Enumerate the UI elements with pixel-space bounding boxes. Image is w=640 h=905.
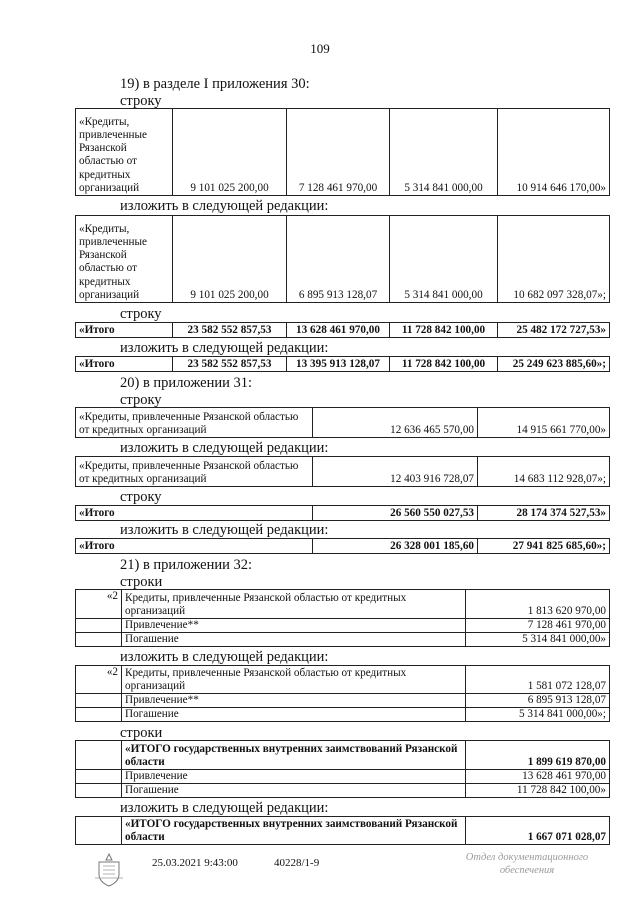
footer-datetime: 25.03.2021 9:43:00 — [152, 857, 238, 869]
table-cell: 14 683 112 928,07»; — [478, 457, 610, 487]
table-cell-label: «Итого — [76, 506, 313, 521]
footer-doc-id: 40228/1-9 — [274, 857, 320, 869]
table-cell-label: «Итого — [76, 357, 173, 372]
table-cell: 11 728 842 100,00 — [390, 357, 498, 372]
table-cell: 23 582 552 857,53 — [173, 357, 287, 372]
table-cell: 13 628 461 970,00 — [287, 323, 390, 338]
table-app32-total-old — [75, 740, 610, 798]
table-cell-empty — [76, 633, 122, 647]
text-stroki: строки — [120, 574, 163, 590]
section-19-heading: 19) в разделе I приложения 30: — [120, 76, 310, 92]
table-cell-empty — [76, 770, 122, 784]
table-cell-label: Кредиты, привлеченные Рязанской областью от кредитных организаций — [122, 590, 466, 619]
table-app31-total-new — [75, 538, 610, 554]
table-credits-old — [75, 108, 610, 196]
text-izlozhit: изложить в следующей редакции: — [120, 340, 329, 356]
table-cell: 11 728 842 100,00 — [390, 323, 498, 338]
table-app32-total-new — [75, 816, 610, 845]
table-app32-credits-old — [75, 589, 610, 647]
stamp-line: обеспечения — [499, 865, 555, 876]
table-cell-empty — [76, 784, 122, 798]
text-stroku: строку — [120, 93, 162, 109]
table-cell-label: Погашение — [122, 708, 466, 722]
table-cell: 1 899 619 870,00 — [466, 741, 610, 770]
table-cell-empty — [76, 741, 122, 770]
table-cell-empty — [76, 817, 122, 845]
table-app32-credits-new — [75, 665, 610, 722]
table-cell: 10 682 097 328,07»; — [498, 216, 610, 303]
text-stroku: строку — [120, 489, 162, 505]
table-total-old — [75, 322, 610, 338]
stamp-line: Отдел документационного — [465, 852, 589, 863]
table-app31-credits-old — [75, 407, 610, 438]
text-izlozhit: изложить в следующей редакции: — [120, 522, 329, 538]
table-cell-label: «Итого — [76, 323, 173, 338]
text-stroku: строку — [120, 392, 162, 408]
table-cell: 26 560 550 027,53 — [313, 506, 478, 521]
table-cell: 5 314 841 000,00 — [390, 109, 498, 196]
table-cell-label: «ИТОГО государственных внутренних заимствований Рязанской области — [122, 817, 466, 845]
table-cell-empty — [76, 708, 122, 722]
page-number: 109 — [310, 41, 330, 56]
table-cell: 12 636 465 570,00 — [313, 408, 478, 438]
table-cell-label: «Кредиты, привлеченные Рязанской областью от кредитных организаций — [76, 216, 173, 303]
text-izlozhit: изложить в следующей редакции: — [120, 198, 329, 214]
table-cell: 13 628 461 970,00 — [466, 770, 610, 784]
table-cell-label: Кредиты, привлеченные Рязанской областью от кредитных организаций — [122, 666, 466, 694]
table-cell: 28 174 374 527,53» — [478, 506, 610, 521]
section-20-heading: 20) в приложении 31: — [120, 375, 253, 391]
table-cell: 25 482 172 727,53» — [498, 323, 610, 338]
table-cell: 23 582 552 857,53 — [173, 323, 287, 338]
table-cell: 1 667 071 028,07 — [466, 817, 610, 845]
stamp — [452, 851, 602, 877]
table-cell-label: «ИТОГО государственных внутренних заимствований Рязанской области — [122, 741, 466, 770]
table-cell: 12 403 916 728,07 — [313, 457, 478, 487]
table-cell-label: Погашение — [122, 784, 466, 798]
table-cell: 11 728 842 100,00» — [466, 784, 610, 798]
section-21-heading: 21) в приложении 32: — [120, 557, 253, 573]
table-cell: 6 895 913 128,07 — [466, 694, 610, 708]
table-cell: 7 128 461 970,00 — [466, 619, 610, 633]
table-credits-new — [75, 215, 610, 303]
text-izlozhit: изложить в следующей редакции: — [120, 800, 329, 816]
table-cell-num: «2 — [76, 666, 122, 694]
table-cell-label: Погашение — [122, 633, 466, 647]
text-stroki: строки — [120, 725, 163, 741]
table-cell-label: «Кредиты, привлеченные Рязанской областью от кредитных организаций — [76, 408, 313, 438]
table-cell: 1 581 072 128,07 — [466, 666, 610, 694]
table-cell-num: «2 — [76, 590, 122, 619]
table-cell-label: «Итого — [76, 539, 313, 554]
table-cell-empty — [76, 619, 122, 633]
table-cell: 6 895 913 128,07 — [287, 216, 390, 303]
table-total-new — [75, 356, 610, 372]
table-cell: 13 395 913 128,07 — [287, 357, 390, 372]
coat-of-arms-icon — [92, 852, 126, 888]
table-cell-label: Привлечение — [122, 770, 466, 784]
table-cell-label: «Кредиты, привлеченные Рязанской областью от кредитных организаций — [76, 457, 313, 487]
table-cell: 5 314 841 000,00 — [390, 216, 498, 303]
table-cell-label: Привлечение** — [122, 619, 466, 633]
text-stroku: строку — [120, 306, 162, 322]
table-cell-label: «Кредиты, привлеченные Рязанской областью от кредитных организаций — [76, 109, 173, 196]
table-cell-label: Привлечение** — [122, 694, 466, 708]
table-cell: 25 249 623 885,60»; — [498, 357, 610, 372]
table-cell: 26 328 001 185,60 — [313, 539, 478, 554]
table-cell: 14 915 661 770,00» — [478, 408, 610, 438]
table-cell: 9 101 025 200,00 — [173, 109, 287, 196]
table-cell: 5 314 841 000,00» — [466, 633, 610, 647]
table-cell: 10 914 646 170,00» — [498, 109, 610, 196]
table-cell: 9 101 025 200,00 — [173, 216, 287, 303]
table-cell-empty — [76, 694, 122, 708]
table-cell: 7 128 461 970,00 — [287, 109, 390, 196]
table-cell: 1 813 620 970,00 — [466, 590, 610, 619]
text-izlozhit: изложить в следующей редакции: — [120, 440, 329, 456]
text-izlozhit: изложить в следующей редакции: — [120, 649, 329, 665]
table-app31-credits-new — [75, 456, 610, 487]
table-app31-total-old — [75, 505, 610, 521]
table-cell: 27 941 825 685,60»; — [478, 539, 610, 554]
table-cell: 5 314 841 000,00»; — [466, 708, 610, 722]
